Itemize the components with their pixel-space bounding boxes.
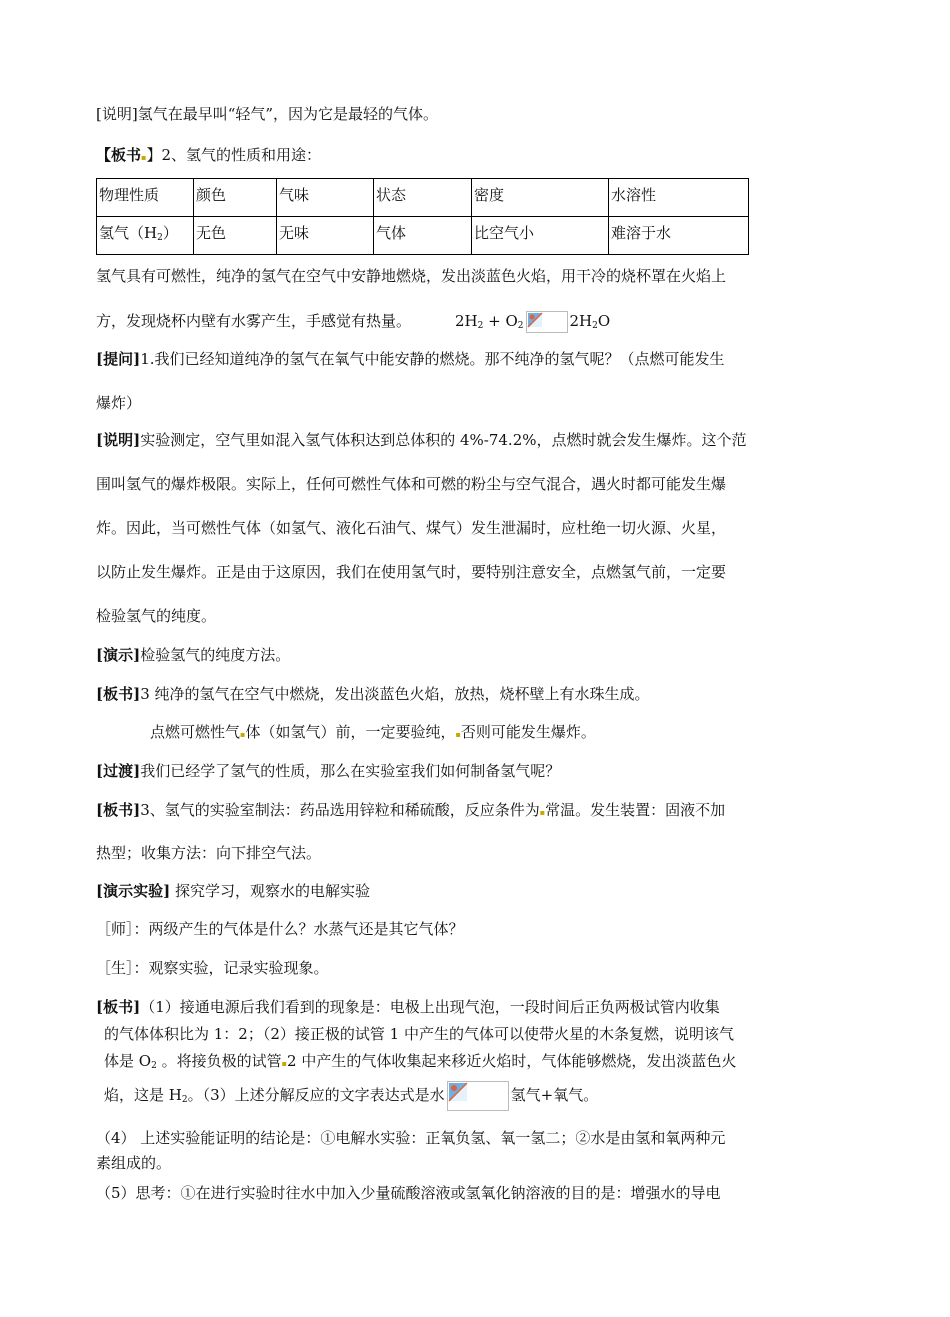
table-header-cell: 水溶性	[609, 179, 749, 217]
table-cell: 比空气小	[472, 217, 609, 255]
paragraph-line: ［师］：两级产生的气体是什么？水蒸气还是其它气体？	[96, 920, 464, 938]
board-tag: 【板书	[96, 146, 142, 164]
broken-image-icon	[447, 1081, 509, 1111]
paragraph-line: 热型；收集方法：向下排空气法。	[96, 844, 322, 862]
paragraph-line: [说明]实验测定，空气里如混入氢气体积达到总体积的 4%-74.2%，点燃时就会发生爆炸。这个范	[96, 431, 747, 449]
paragraph-line: 氢气具有可燃性，纯净的氢气在空气中安静地燃烧，发出淡蓝色火焰，用干冷的烧杯罩在火焰上	[96, 267, 727, 285]
paragraph-line: [提问]1.我们已经知道纯净的氢气在氧气中能安静的燃烧。那不纯净的氢气呢？（点燃可能发生	[96, 350, 725, 368]
paragraph-line: 以防止发生爆炸。正是由于这原因，我们在使用氢气时，要特别注意安全，点燃氢气前，一定要	[96, 563, 727, 581]
table-header-row	[97, 179, 749, 217]
paragraph-line: [演示]检验氢气的纯度方法。	[96, 646, 291, 664]
paragraph-line: 的气体体积比为 1：2；（2）接正极的试管 1 中产生的气体可以使带火星的木条复燃，说明该气	[104, 1025, 734, 1043]
board-heading-text: 】2、氢气的性质和用途：	[146, 146, 321, 164]
paragraph-line: 点燃可燃性气▪体（如氢气）前，一定要验纯，▪否则可能发生爆炸。	[150, 723, 596, 741]
table-cell: 无色	[194, 217, 277, 255]
table-row-label: 氢气$(H_2)$	[97, 217, 194, 255]
table-header-cell: 状态	[374, 179, 472, 217]
note-text: [说明]氢气在最早叫“轻气”，因为它是最轻的气体。	[96, 105, 439, 123]
paragraph-line: 炸。因此，当可燃性气体（如氢气、液化石油气、煤气）发生泄漏时，应杜绝一切火源、火星，	[96, 519, 727, 537]
paragraph-line: ［生］：观察实验，记录实验现象。	[96, 959, 329, 977]
paragraph-line: [板书]（1）接通电源后我们看到的现象是：电极上出现气泡，一段时间后正负两极试管内收集	[96, 998, 720, 1016]
table-header-cell: 物理性质	[97, 179, 194, 217]
hydrogen-properties-table	[96, 178, 749, 255]
paragraph-line: 检验氢气的纯度。	[96, 607, 217, 625]
table-row	[97, 217, 749, 255]
note-paragraph	[96, 104, 438, 124]
table-cell: 气体	[374, 217, 472, 255]
paragraph-line: [板书]3 纯净的氢气在空气中燃烧，发出淡蓝色火焰，放热，烧杯壁上有水珠生成。	[96, 685, 650, 703]
paragraph-line: （4） 上述实验能证明的结论是：①电解水实验：正氧负氢、氧一氢二；②水是由氢和氧两种元	[96, 1129, 726, 1147]
board-heading	[96, 145, 321, 168]
paragraph-line: 体是 $O_2$ 。将接负极的试管▪2 中产生的气体收集起来移近火焰时，气体能够燃烧，发出淡蓝色火	[104, 1052, 737, 1071]
paragraph-line: [过渡]我们已经学了氢气的性质，那么在实验室我们如何制备氢气呢？	[96, 762, 561, 780]
paragraph-line: 焰，这是 $H_2$。（3）上述分解反应的文字表达式是水 氢气+氧气。	[104, 1081, 598, 1111]
paragraph-line: 方，发现烧杯内壁有水雾产生，手感觉有热量。 $2H_2 + O_2$ $2H_2O$	[96, 312, 611, 331]
paragraph-line: 爆炸）	[96, 394, 142, 412]
paragraph-line: 素组成的。	[96, 1154, 172, 1172]
broken-image-icon	[526, 311, 568, 333]
equation: $2H_2 + O_2$ $2H_2O$	[455, 312, 611, 331]
paragraph-line: [演示实验] 探究学习，观察水的电解实验	[96, 882, 370, 900]
table-header-cell: 颜色	[194, 179, 277, 217]
paragraph-line: [板书]3、氢气的实验室制法：药品选用锌粒和稀硫酸，反应条件为▪常温。发生装置：固液不加	[96, 801, 726, 819]
table-cell: 难溶于水	[609, 217, 749, 255]
table-header-cell: 密度	[472, 179, 609, 217]
table-cell: 无味	[277, 217, 374, 255]
paragraph-line: 围叫氢气的爆炸极限。实际上，任何可燃性气体和可燃的粉尘与空气混合，遇火时都可能发生爆	[96, 475, 727, 493]
table-header-cell: 气味	[277, 179, 374, 217]
edit-mark-icon: ▪	[141, 153, 147, 162]
paragraph-line: （5）思考：①在进行实验时往水中加入少量硫酸溶液或氢氧化钠溶液的目的是：增强水的导电	[96, 1184, 721, 1202]
